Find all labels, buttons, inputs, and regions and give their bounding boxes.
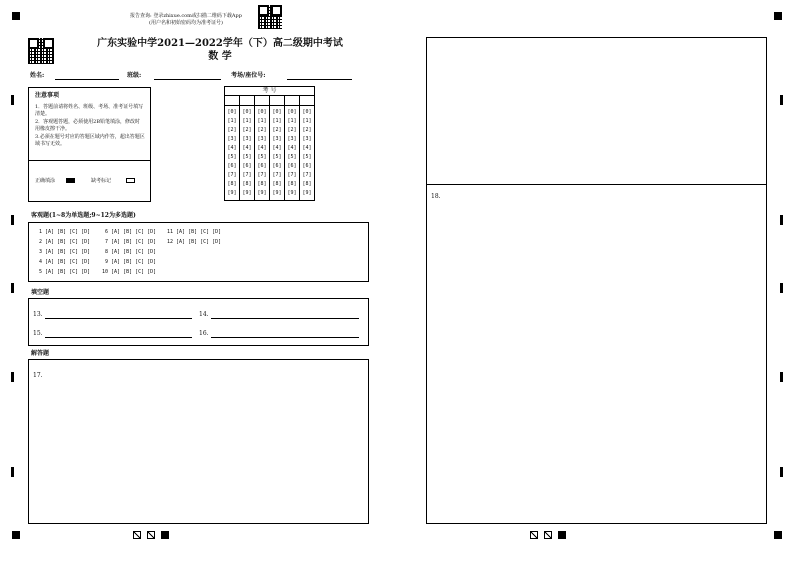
exam-number-bubble[interactable]: [8] (287, 181, 297, 187)
exam-number-bubble[interactable]: [5] (242, 154, 252, 160)
q13-label: 13. (33, 311, 43, 318)
answer-title: 解答题 (31, 350, 50, 357)
exam-number-bubble[interactable]: [1] (257, 118, 267, 124)
exam-number-grid (224, 86, 315, 201)
objective-question[interactable]: 6 [A] [B] [C] [D] (105, 229, 157, 235)
exam-number-bubble[interactable]: [1] (272, 118, 282, 124)
exam-number-bubble[interactable]: [3] (287, 136, 297, 142)
objective-question[interactable]: 1 [A] [B] [C] [D] (39, 229, 91, 235)
page-mark-icon (558, 531, 566, 539)
notice-box (28, 87, 151, 202)
exam-number-bubble[interactable]: [4] (242, 145, 252, 151)
name-field[interactable] (55, 79, 119, 80)
objective-question[interactable]: 2 [A] [B] [C] [D] (39, 239, 91, 245)
exam-number-bubble[interactable]: [1] (287, 118, 297, 124)
objective-question[interactable]: 11 [A] [B] [C] [D] (167, 229, 222, 235)
report-query-note: (用户名和初始密码均为准考证号) (149, 20, 223, 26)
exam-number-bubble[interactable]: [4] (287, 145, 297, 151)
corner-mark-br (774, 531, 782, 539)
timing-mark (11, 283, 14, 293)
exam-number-column (300, 106, 314, 200)
q15-label: 15. (33, 330, 43, 337)
exam-number-column (270, 106, 285, 200)
report-query-line: 报告查询: 登录zhixue.com或扫描二维码下载App (130, 13, 242, 19)
exam-number-bubble[interactable]: [6] (257, 163, 267, 169)
exam-number-label: 考 号 (225, 87, 314, 96)
exam-number-bubble[interactable]: [0] (257, 109, 267, 115)
exam-number-bubble[interactable]: [1] (242, 118, 252, 124)
room-label: 考场/座位号: (231, 72, 266, 79)
exam-number-bubble[interactable]: [5] (287, 154, 297, 160)
room-field[interactable] (287, 79, 352, 80)
exam-number-bubble[interactable]: [6] (227, 163, 237, 169)
exam-number-bubble[interactable]: [5] (257, 154, 267, 160)
qr-code-icon (28, 38, 54, 64)
corner-mark-tl (12, 12, 20, 20)
notice-item: 1．答题前请将姓名、班级、考场、准考证号填写清楚。 (35, 104, 144, 117)
exam-number-bubble[interactable]: [5] (302, 154, 312, 160)
exam-number-bubble[interactable]: [0] (302, 109, 312, 115)
timing-mark (780, 467, 783, 477)
exam-number-bubble[interactable]: [6] (287, 163, 297, 169)
q18-label: 18. (431, 193, 441, 200)
page-mark-icon (530, 531, 538, 539)
timing-mark (11, 467, 14, 477)
exam-number-bubble[interactable]: [2] (242, 127, 252, 133)
correct-fill-sample-icon (66, 178, 75, 183)
q17-answer-box[interactable] (28, 359, 369, 524)
q15-answer-line[interactable] (45, 337, 192, 338)
exam-number-bubble[interactable]: [0] (287, 109, 297, 115)
exam-number-bubble[interactable]: [5] (272, 154, 282, 160)
absent-mark-checkbox[interactable] (126, 178, 135, 183)
exam-number-bubble[interactable]: [6] (272, 163, 282, 169)
exam-number-bubble[interactable]: [1] (227, 118, 237, 124)
exam-number-column (255, 106, 270, 200)
name-label: 姓名: (30, 72, 45, 79)
exam-number-bubble[interactable]: [2] (287, 127, 297, 133)
exam-number-bubble[interactable]: [3] (227, 136, 237, 142)
correct-fill-label: 正确填涂 (35, 178, 56, 184)
exam-number-bubble[interactable]: [3] (272, 136, 282, 142)
exam-number-bubble[interactable]: [7] (227, 172, 237, 178)
exam-number-bubble[interactable]: [2] (302, 127, 312, 133)
objective-question[interactable]: 3 [A] [B] [C] [D] (39, 249, 91, 255)
page-mark-icon (161, 531, 169, 539)
exam-number-bubble[interactable]: [7] (302, 172, 312, 178)
exam-number-bubble[interactable]: [4] (257, 145, 267, 151)
timing-mark (11, 95, 14, 105)
exam-number-bubble[interactable]: [6] (242, 163, 252, 169)
page-mark-icon (544, 531, 552, 539)
exam-number-bubble[interactable]: [4] (227, 145, 237, 151)
objective-question[interactable]: 10 [A] [B] [C] [D] (102, 269, 157, 275)
exam-number-bubble[interactable]: [6] (302, 163, 312, 169)
exam-number-column (240, 106, 255, 200)
timing-mark (780, 372, 783, 382)
exam-number-bubble[interactable]: [8] (227, 181, 237, 187)
fill-blank-box (28, 298, 369, 346)
exam-number-bubble[interactable]: [7] (272, 172, 282, 178)
exam-number-bubble[interactable]: [9] (227, 190, 237, 196)
exam-number-bubble[interactable]: [7] (257, 172, 267, 178)
timing-mark (11, 372, 14, 382)
class-field[interactable] (154, 79, 221, 80)
objective-question[interactable]: 12 [A] [B] [C] [D] (167, 239, 222, 245)
objective-title: 客观题(1~8为单选题;9~12为多选题) (31, 212, 136, 219)
timing-mark (780, 95, 783, 105)
exam-number-bubble[interactable]: [8] (302, 181, 312, 187)
objective-question[interactable]: 5 [A] [B] [C] [D] (39, 269, 91, 275)
exam-number-bubble[interactable]: [3] (242, 136, 252, 142)
class-label: 班级: (127, 72, 142, 79)
exam-number-bubble[interactable]: [9] (287, 190, 297, 196)
objective-question[interactable]: 7 [A] [B] [C] [D] (105, 239, 157, 245)
page-mark-icon (147, 531, 155, 539)
exam-title: 广东实验中学2021—2022学年（下）高二级期中考试 (97, 38, 343, 49)
notice-title: 注意事项 (35, 92, 60, 99)
corner-mark-tr (774, 12, 782, 20)
fill-blank-title: 填空题 (31, 289, 50, 296)
objective-question[interactable]: 8 [A] [B] [C] [D] (105, 249, 157, 255)
exam-number-bubble[interactable]: [9] (272, 190, 282, 196)
exam-number-bubble[interactable]: [1] (302, 118, 312, 124)
notice-divider (29, 160, 150, 161)
exam-number-bubble[interactable]: [9] (302, 190, 312, 196)
corner-mark-bl (12, 531, 20, 539)
exam-number-bubble[interactable]: [2] (227, 127, 237, 133)
absent-mark-label: 缺考标记 (91, 178, 112, 184)
exam-number-write-row[interactable] (225, 96, 314, 106)
exam-number-bubble[interactable]: [3] (302, 136, 312, 142)
exam-number-bubble[interactable]: [0] (242, 109, 252, 115)
exam-number-bubble[interactable]: [4] (302, 145, 312, 151)
timing-mark (11, 215, 14, 225)
exam-number-bubble[interactable]: [7] (242, 172, 252, 178)
exam-number-bubble[interactable]: [5] (227, 154, 237, 160)
exam-number-bubble[interactable]: [2] (272, 127, 282, 133)
right-top-answer-box[interactable] (426, 37, 767, 185)
exam-number-bubble[interactable]: [8] (257, 181, 267, 187)
q18-answer-box[interactable] (426, 184, 767, 524)
exam-number-bubble[interactable]: [8] (272, 181, 282, 187)
notice-item: 2．客观题答题，必须使用2B铅笔填涂，修改时用橡皮擦干净。 (35, 119, 141, 132)
q13-answer-line[interactable] (45, 318, 192, 319)
q17-label: 17. (33, 372, 43, 379)
objective-box (28, 222, 369, 282)
exam-number-column (225, 106, 240, 200)
exam-number-bubble[interactable]: [4] (272, 145, 282, 151)
exam-subject: 数 学 (208, 51, 232, 62)
exam-number-bubble[interactable]: [0] (272, 109, 282, 115)
objective-question[interactable]: 4 [A] [B] [C] [D] (39, 259, 91, 265)
qr-code-icon (258, 5, 282, 29)
q14-label: 14. (199, 311, 209, 318)
q16-answer-line[interactable] (211, 337, 359, 338)
exam-number-bubble[interactable]: [2] (257, 127, 267, 133)
exam-number-bubble[interactable]: [8] (242, 181, 252, 187)
timing-mark (780, 215, 783, 225)
notice-item: 3.必须在题号对应的答题区域内作答，超出答题区域书写无效。 (35, 134, 145, 147)
exam-number-bubble[interactable]: [9] (242, 190, 252, 196)
q16-label: 16. (199, 330, 209, 337)
exam-number-bubble[interactable]: [0] (227, 109, 237, 115)
exam-number-bubble[interactable]: [7] (287, 172, 297, 178)
timing-mark (780, 283, 783, 293)
exam-number-bubble[interactable]: [3] (257, 136, 267, 142)
exam-number-column (285, 106, 300, 200)
q14-answer-line[interactable] (211, 318, 359, 319)
objective-question[interactable]: 9 [A] [B] [C] [D] (105, 259, 157, 265)
page-mark-icon (133, 531, 141, 539)
exam-number-columns (225, 106, 314, 200)
exam-number-bubble[interactable]: [9] (257, 190, 267, 196)
